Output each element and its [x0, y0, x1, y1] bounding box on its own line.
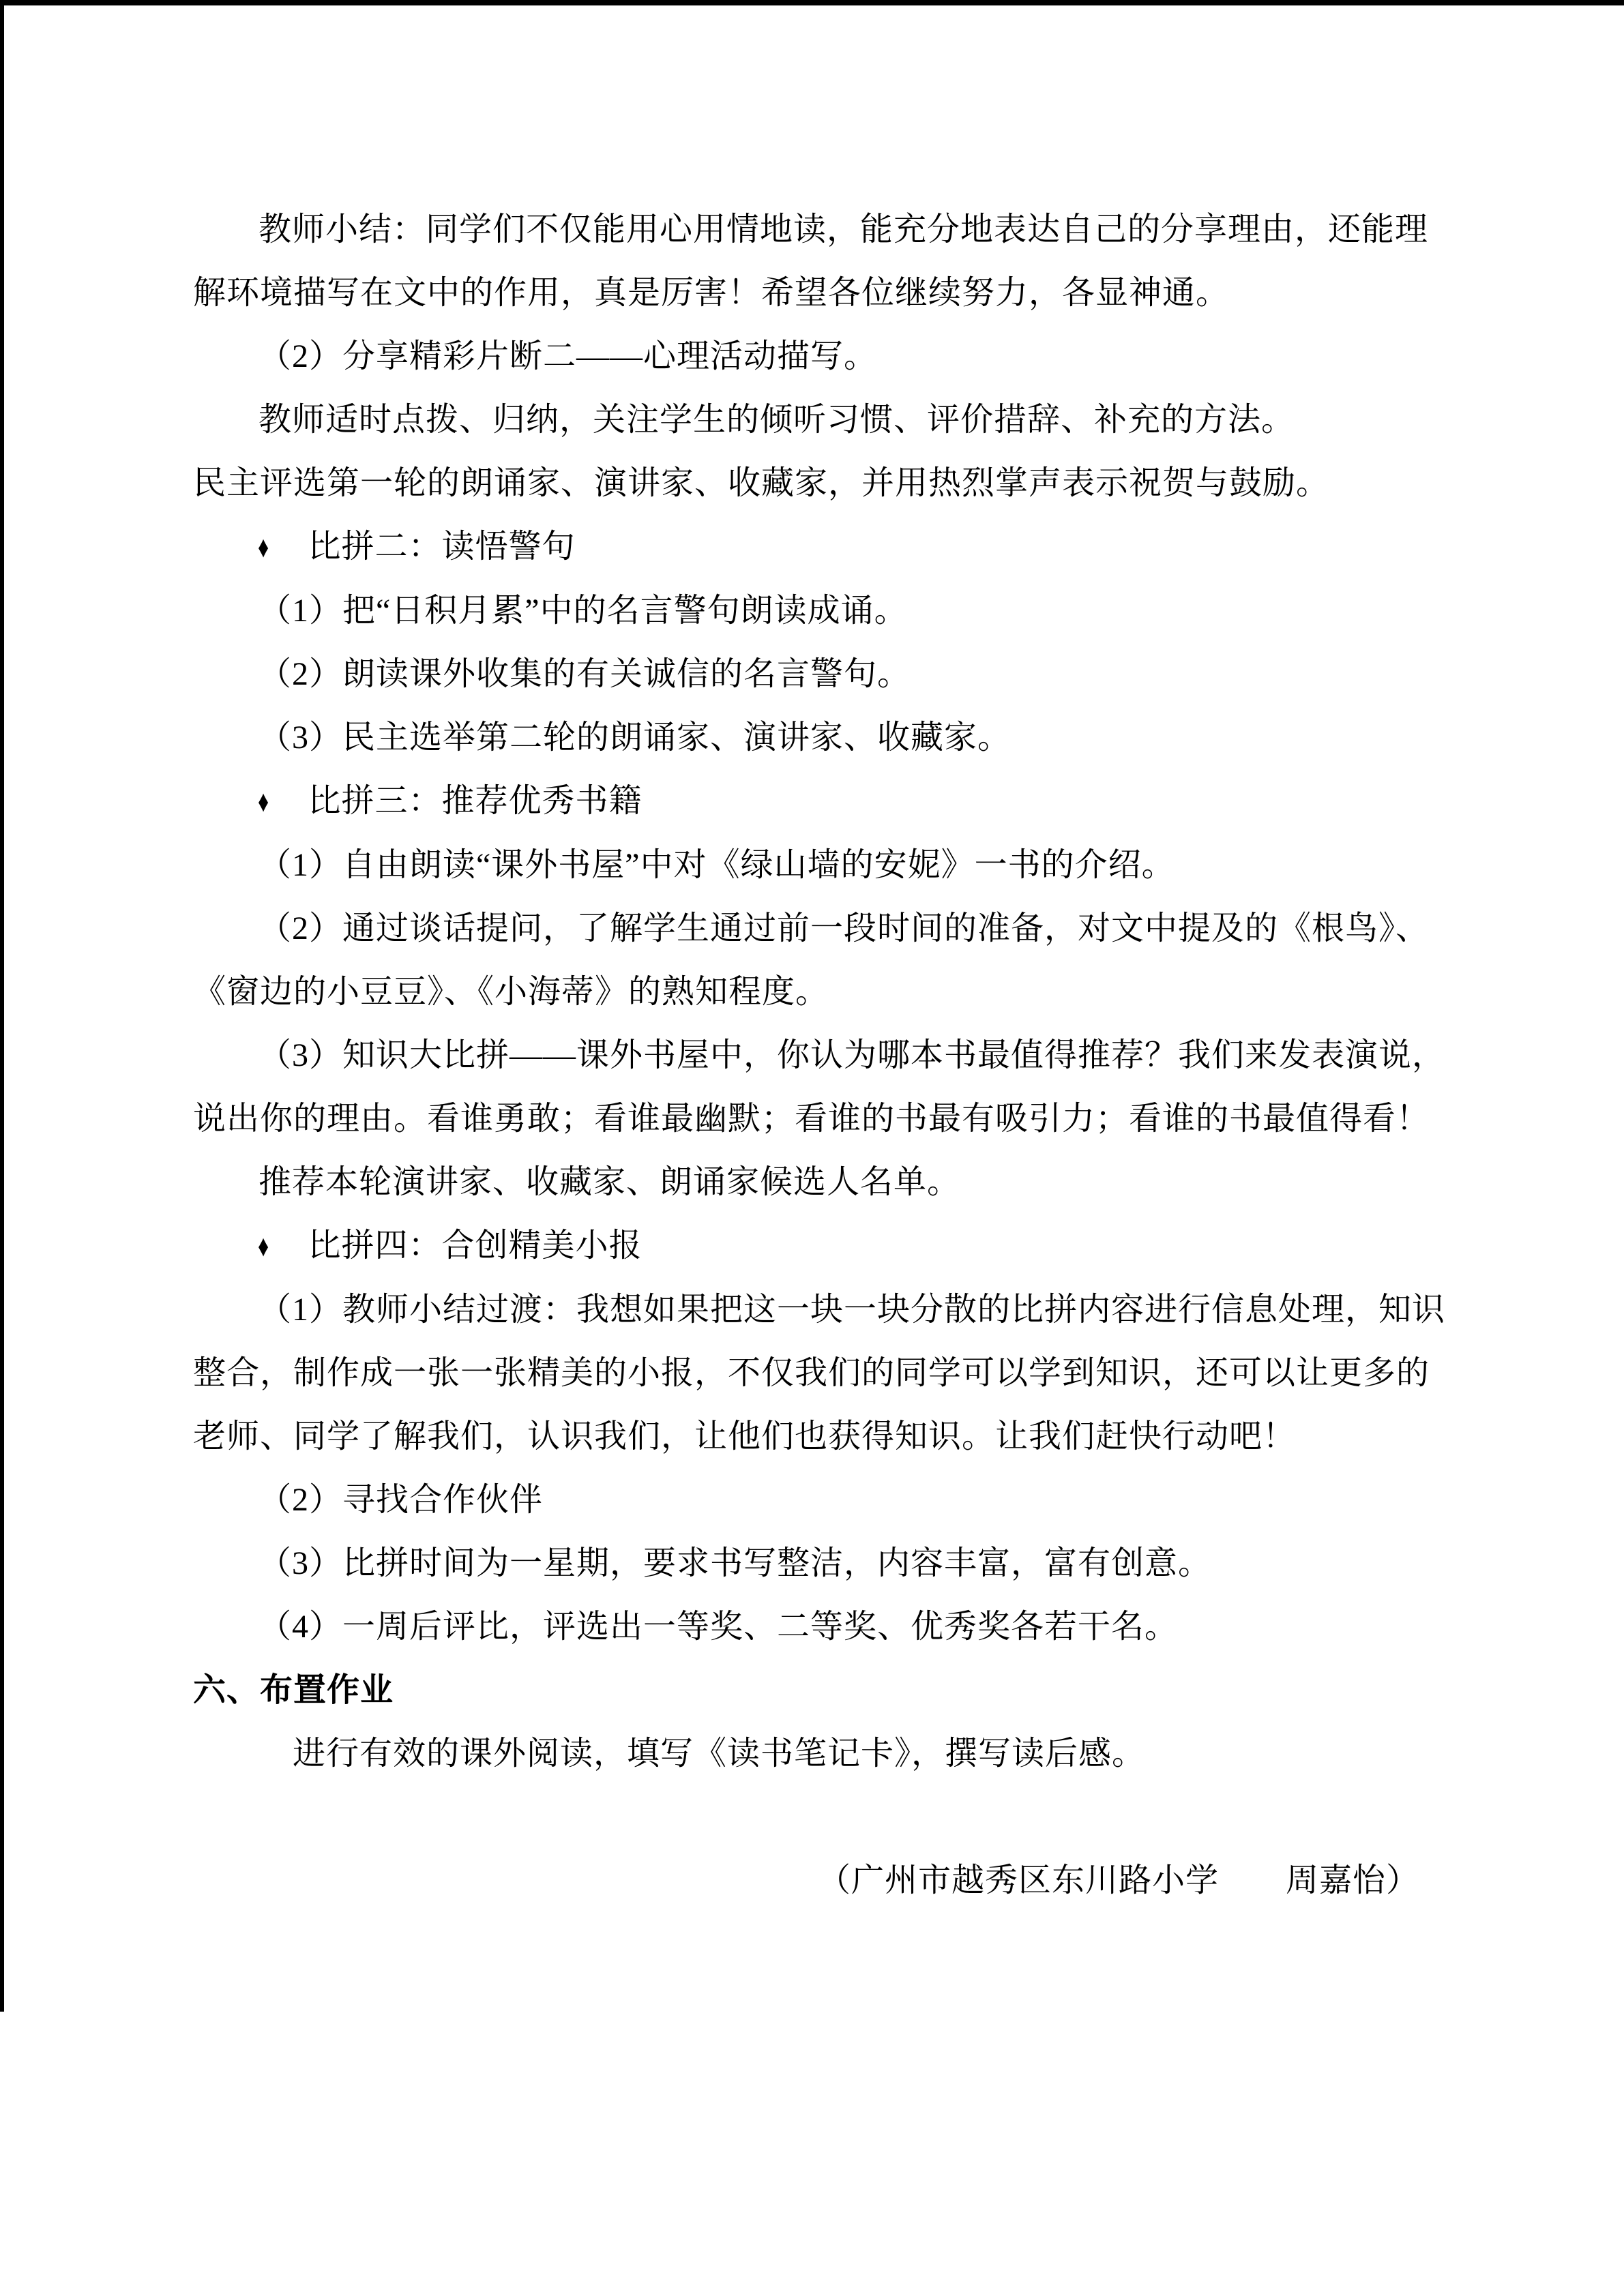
paragraph-line: （2）寻找合作伙伴 — [259, 1482, 544, 1518]
paragraph-line: （1）把“日积月累”中的名言警句朗读成诵。 — [259, 593, 908, 629]
scan-edge-left — [0, 0, 4, 2012]
diamond-bullet-icon: ♦ — [258, 785, 269, 818]
paragraph-line: （4）一周后评比，评选出一等奖、二等奖、优秀奖各若干名。 — [259, 1609, 1179, 1645]
bullet-line-label: 比拼三：推荐优秀书籍 — [308, 783, 643, 819]
paragraph-line: （3）民主选举第二轮的朗诵家、演讲家、收藏家。 — [259, 719, 1012, 756]
document-body — [193, 198, 1446, 1912]
section-heading: 六、布置作业 — [193, 1672, 394, 1708]
paragraph-line: 教师小结：同学们不仅能用心用情地读，能充分地表达自己的分享理由，还能理 — [259, 211, 1429, 248]
diamond-bullet-icon: ♦ — [258, 531, 269, 564]
scan-edge-top — [0, 0, 1624, 5]
paragraph-line: （1）自由朗读“课外书屋”中对《绿山墙的安妮》一书的介绍。 — [259, 847, 1175, 883]
bullet-line — [193, 515, 1434, 579]
diamond-bullet-icon: ♦ — [258, 1229, 269, 1263]
paragraph-line: 民主评选第一轮的朗诵家、演讲家、收藏家，并用热烈掌声表示祝贺与鼓励。 — [193, 465, 1330, 501]
paragraph-line: 老师、同学了解我们，认识我们，让他们也获得知识。让我们赶快行动吧！ — [193, 1418, 1297, 1455]
bullet-line — [193, 1214, 1434, 1278]
paragraph-line: 推荐本轮演讲家、收藏家、朗诵家候选人名单。 — [259, 1164, 961, 1200]
paragraph-line: 《窗边的小豆豆》、《小海蒂》的熟知程度。 — [193, 974, 829, 1010]
paragraph-line: 解环境描写在文中的作用，真是厉害！希望各位继续努力，各显神通。 — [193, 275, 1230, 311]
paragraph-line: （2）通过谈话提问，了解学生通过前一段时间的准备，对文中提及的《根鸟》、 — [259, 910, 1430, 946]
paragraph-line: 进行有效的课外阅读，填写《读书笔记卡》，撰写读后感。 — [293, 1735, 1146, 1772]
blank-line — [193, 1785, 1434, 1849]
paragraph-line: （1）教师小结过渡：我想如果把这一块一块分散的比拼内容进行信息处理，知识 — [259, 1292, 1446, 1328]
paragraph-line: （2）朗读课外收集的有关诚信的名言警句。 — [259, 656, 911, 692]
paragraph-line: （3）比拼时间为一星期，要求书写整洁，内容丰富，富有创意。 — [259, 1545, 1212, 1581]
paragraph-line: （2）分享精彩片断二——心理活动描写。 — [259, 338, 878, 374]
bullet-line-label: 比拼二：读悟警句 — [308, 528, 576, 565]
paragraph-line: 教师适时点拨、归纳，关注学生的倾听习惯、评价措辞、补充的方法。 — [259, 402, 1295, 438]
bullet-line-label: 比拼四：合创精美小报 — [308, 1227, 643, 1264]
author-byline: （广州市越秀区东川路小学 周嘉怡） — [817, 1862, 1419, 1898]
paragraph-line: 整合，制作成一张一张精美的小报，不仅我们的同学可以学到知识，还可以让更多的 — [193, 1355, 1430, 1391]
paragraph-line: （3）知识大比拼——课外书屋中，你认为哪本书最值得推荐？我们来发表演说， — [259, 1037, 1446, 1073]
bullet-line — [193, 769, 1434, 833]
paragraph-line: 说出你的理由。看谁勇敢；看谁最幽默；看谁的书最有吸引力；看谁的书最值得看！ — [193, 1101, 1430, 1137]
